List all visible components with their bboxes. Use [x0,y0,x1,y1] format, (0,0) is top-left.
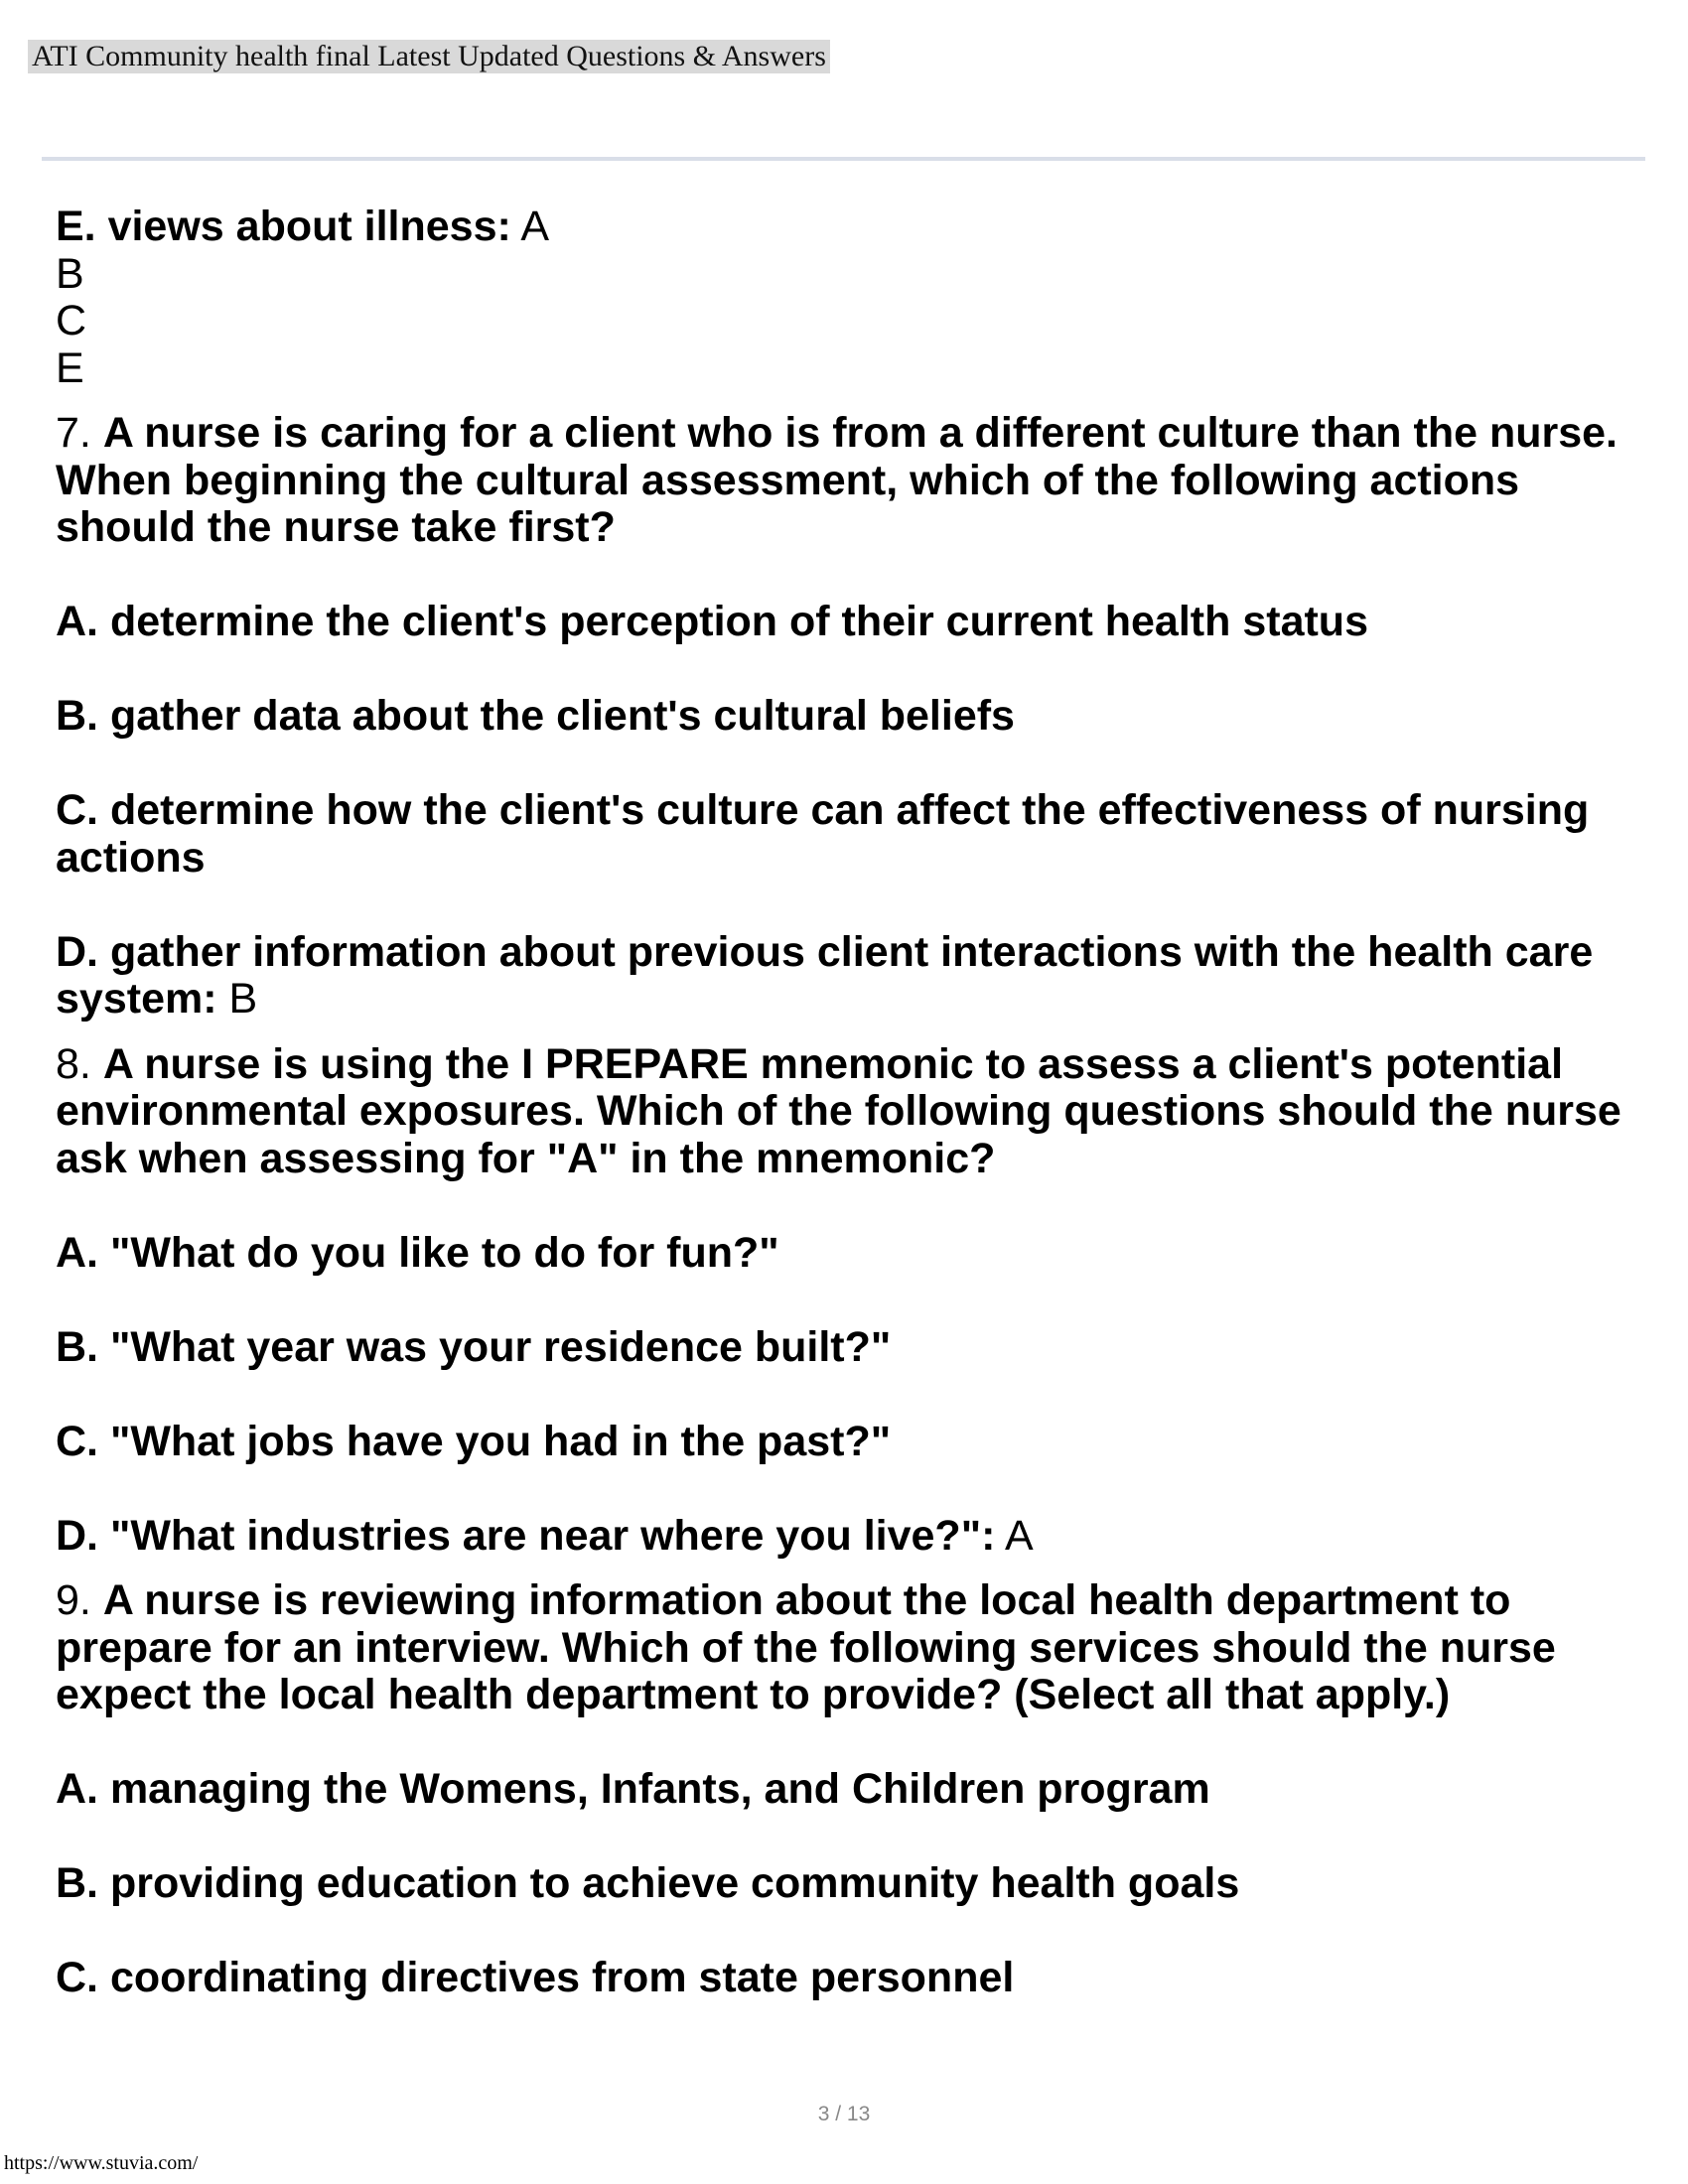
q9-stem-2: prepare for an interview. Which of the following services should the nurse [56,1623,1556,1672]
q8-option-d: D. "What industries are near where you live?": [56,1511,996,1560]
page-number: 3 / 13 [817,2103,871,2125]
q8-number: 8. [56,1039,91,1088]
q9-stem-line-1 [56,1577,1644,1625]
q8-answer: A [1004,1511,1034,1560]
q8-option-a: A. "What do you like to do for fun?" [56,1228,779,1277]
q7-option-b: B. gather data about the client's cultural beliefs [56,692,1015,740]
q9-stem-3: expect the local health department to provide? (Select all that apply.) [56,1671,1451,1718]
q8-stem-2: environmental exposures. Which of the following questions should the nurse [56,1087,1621,1135]
q8-stem-1: A nurse is using the I PREPARE mnemonic to assess a client's potential [102,1039,1564,1088]
document-body [56,204,1644,2002]
q9-option-b: B. providing education to achieve community health goals [56,1859,1240,1907]
q6-option-e-line [56,204,1644,251]
q6-answer-4: E [56,343,84,392]
q9-number: 9. [56,1576,91,1624]
q6-answer-1: A [520,203,550,250]
q6-answer-3: C [56,297,87,344]
q9-option-c: C. coordinating directives from state personnel [56,1954,1015,2001]
q6-option-e: E. views about illness: [56,203,511,250]
q9-option-a: A. managing the Womens, Infants, and Children program [56,1765,1210,1813]
q7-stem-2: When beginning the cultural assessment, which of the following actions [56,456,1520,504]
q8-option-d-line [56,1513,1644,1561]
q8-stem-line-1 [56,1041,1644,1089]
document-header-title: ATI Community health final Latest Updated Questions & Answers [28,40,830,73]
footer-url-link[interactable]: https://www.stuvia.com/ [4,2152,199,2174]
q8-option-b: B. "What year was your residence built?" [56,1322,892,1371]
q7-option-d-1: D. gather information about previous client interactions with the health care [56,927,1594,976]
q7-number: 7. [56,409,91,457]
q7-option-c-2: actions [56,833,206,882]
q7-answer: B [228,975,258,1023]
header-divider [42,157,1645,161]
q7-option-a: A. determine the client's perception of their current health status [56,598,1368,645]
q7-option-d-line-2 [56,976,1644,1024]
q7-option-c-1: C. determine how the client's culture can affect the effectiveness of nursing [56,786,1590,834]
q8-option-c: C. "What jobs have you had in the past?" [56,1417,892,1465]
q7-stem-line-1 [56,410,1644,458]
q8-stem-3: ask when assessing for "A" in the mnemonic? [56,1134,996,1182]
q7-stem-3: should the nurse take first? [56,503,616,551]
q9-stem-1: A nurse is reviewing information about the local health department to [102,1576,1511,1624]
q7-stem-1: A nurse is caring for a client who is from a different culture than the nurse. [102,409,1618,457]
q6-answer-2: B [56,249,84,298]
q7-option-d-2: system: [56,975,217,1023]
